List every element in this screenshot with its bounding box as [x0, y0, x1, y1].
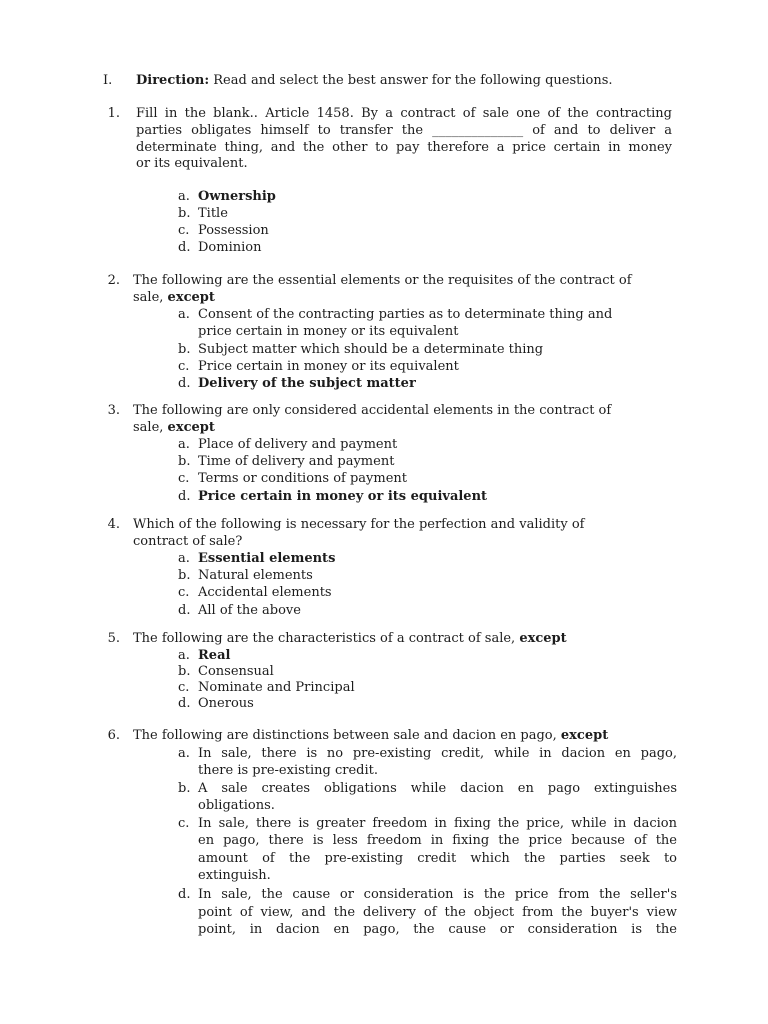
question-text: sale,	[133, 420, 168, 435]
option-text-correct: Delivery of the subject matter	[198, 376, 416, 391]
option-text: Title	[198, 206, 228, 221]
question-text-line	[133, 727, 608, 744]
option-text: Time of delivery and payment	[198, 454, 395, 469]
question-text-line: Which of the following is necessary for the perfection and validity of	[133, 517, 585, 532]
option-text: point of view, and the delivery of the object from the buyer's view	[198, 905, 677, 920]
option-text: Place of delivery and payment	[198, 437, 398, 452]
option-letter: a.	[178, 648, 190, 663]
option-letter: a.	[178, 746, 190, 761]
question-text-line: parties obligates himself to transfer the ______________ of and to deliver a	[136, 123, 672, 138]
direction-label: Direction:	[136, 73, 210, 88]
question-number: 1.	[107, 106, 120, 121]
option-letter: d.	[178, 603, 191, 618]
option-text: Consent of the contracting parties as to determinate thing and	[198, 307, 613, 322]
option-letter: a.	[178, 189, 190, 204]
option-letter: b.	[178, 206, 191, 221]
option-text: en pago, there is less freedom in fixing the price because of the	[198, 833, 677, 848]
question-text: The following are the characteristics of a contract of sale,	[133, 631, 520, 646]
option-text: obligations.	[198, 798, 275, 813]
option-text: In sale, there is greater freedom in fixing the price, while in dacion	[198, 816, 677, 831]
question-text-line: The following are only considered accidental elements in the contract of	[133, 403, 612, 418]
except-keyword: except	[519, 631, 567, 646]
option-letter: c.	[178, 223, 190, 238]
option-text: Consensual	[198, 664, 274, 679]
question-number: 4.	[107, 517, 120, 532]
option-letter: d.	[178, 696, 191, 711]
option-text: Possession	[198, 223, 269, 238]
option-letter: b.	[178, 454, 191, 469]
option-letter: a.	[178, 551, 190, 566]
except-keyword: except	[167, 290, 215, 305]
option-letter: c.	[178, 585, 190, 600]
option-letter: b.	[178, 342, 191, 357]
option-text-correct: Price certain in money or its equivalent	[198, 489, 488, 504]
option-letter: c.	[178, 680, 190, 695]
option-text: Natural elements	[198, 568, 313, 583]
option-letter: c.	[178, 816, 190, 831]
option-text: In sale, there is no pre-existing credit, while in dacion en pago,	[198, 746, 677, 761]
question-number: 2.	[107, 273, 120, 288]
option-text: point, in dacion en pago, the cause or consideration is the	[198, 922, 677, 937]
option-letter: b.	[178, 664, 191, 679]
option-text: extinguish.	[198, 868, 271, 883]
question-text-line	[133, 289, 215, 306]
question-text-line	[133, 419, 215, 436]
option-letter: d.	[178, 376, 191, 391]
question-text-line: or its equivalent.	[136, 156, 248, 171]
option-text: Nominate and Principal	[198, 680, 355, 695]
option-text: Price certain in money or its equivalent	[198, 359, 459, 374]
option-letter: c.	[178, 359, 190, 374]
question-text-line: determinate thing, and the other to pay therefore a price certain in money	[136, 140, 672, 155]
question-number: 5.	[107, 631, 120, 646]
question-text-line	[133, 630, 567, 647]
direction-text: Read and select the best answer for the following questions.	[209, 73, 613, 88]
option-text: A sale creates obligations while dacion en pago extinguishes	[198, 781, 677, 796]
option-text: price certain in money or its equivalent	[198, 324, 459, 339]
option-text: Accidental elements	[198, 585, 332, 600]
question-text: The following are distinctions between sale and dacion en pago,	[133, 728, 561, 743]
option-letter: d.	[178, 887, 191, 902]
question-text-line: Fill in the blank.. Article 1458. By a contract of sale one of the contracting	[136, 106, 672, 121]
except-keyword: except	[167, 420, 215, 435]
option-text: Dominion	[198, 240, 262, 255]
option-letter: d.	[178, 489, 191, 504]
question-text-line: The following are the essential elements or the requisites of the contract of	[133, 273, 632, 288]
option-letter: b.	[178, 781, 191, 796]
option-text: there is pre-existing credit.	[198, 763, 379, 778]
question-text: sale,	[133, 290, 168, 305]
question-number: 6.	[107, 728, 120, 743]
option-text-correct: Essential elements	[198, 551, 336, 566]
option-text-correct: Ownership	[198, 189, 276, 204]
except-keyword: except	[560, 728, 609, 743]
option-text: Subject matter which should be a determinate thing	[198, 342, 544, 357]
option-text: All of the above	[198, 603, 301, 618]
section-number: I.	[103, 73, 113, 88]
option-letter: b.	[178, 568, 191, 583]
option-text: Terms or conditions of payment	[198, 471, 408, 486]
option-letter: c.	[178, 471, 190, 486]
option-text: In sale, the cause or consideration is the price from the seller's	[198, 887, 677, 902]
option-letter: a.	[178, 437, 190, 452]
option-text: amount of the pre-existing credit which the parties seek to	[198, 851, 677, 866]
option-text-correct: Real	[198, 648, 231, 663]
option-letter: d.	[178, 240, 191, 255]
option-text: Onerous	[198, 696, 254, 711]
option-letter: a.	[178, 307, 190, 322]
question-text-line: contract of sale?	[133, 534, 243, 549]
question-number: 3.	[107, 403, 120, 418]
direction-heading	[136, 72, 613, 89]
